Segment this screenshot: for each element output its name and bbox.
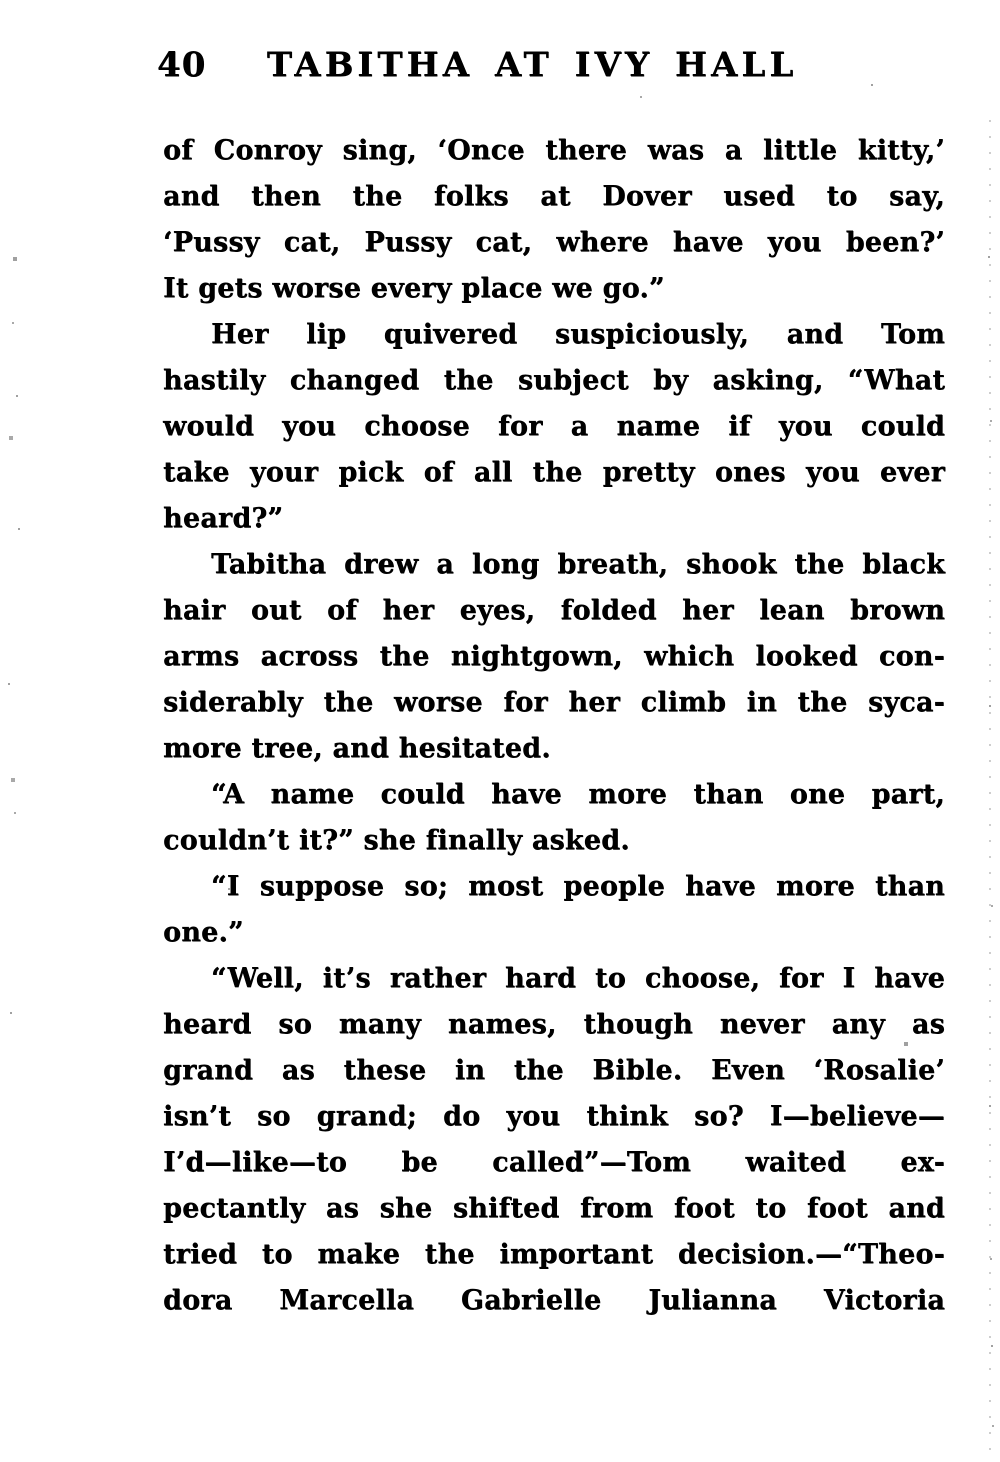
- text-line: Tabitha drew a long breath, shook the black: [211, 549, 945, 580]
- text-line: arms across the nightgown, which looked con-: [163, 641, 945, 672]
- scan-speckles: [0, 0, 2, 2]
- page-text: [163, 128, 945, 1324]
- page-number: 40: [157, 45, 207, 85]
- text-line: I’d—like—to be called”—Tom waited ex-: [163, 1147, 945, 1178]
- text-line: siderably the worse for her climb in the syca-: [163, 687, 945, 718]
- text-line: pectantly as she shifted from foot to foot and: [163, 1193, 945, 1224]
- text-line: “I suppose so; most people have more than: [211, 871, 945, 902]
- text-line: more tree, and hesitated.: [163, 733, 551, 764]
- text-line: It gets worse every place we go.”: [163, 273, 665, 304]
- scan-edge-artifact: [989, 120, 991, 1450]
- text-line: heard?”: [163, 503, 284, 534]
- text-line: heard so many names, though never any as: [163, 1009, 945, 1040]
- running-head: TABITHA AT IVY HALL: [266, 45, 798, 85]
- text-line: and then the folks at Dover used to say,: [163, 181, 945, 212]
- text-line: one.”: [163, 917, 244, 948]
- text-line: dora Marcella Gabrielle Julianna Victoria: [163, 1285, 945, 1316]
- text-line: hair out of her eyes, folded her lean brown: [163, 595, 945, 626]
- page-header: [157, 42, 945, 92]
- text-line: Her lip quivered suspiciously, and Tom: [211, 319, 945, 350]
- text-line: ‘Pussy cat, Pussy cat, where have you been?’: [163, 227, 945, 258]
- text-line: would you choose for a name if you could: [163, 411, 945, 442]
- text-line: hastily changed the subject by asking, “What: [163, 365, 945, 396]
- text-line: isn’t so grand; do you think so? I—believe—: [163, 1101, 945, 1132]
- text-line: “A name could have more than one part,: [211, 779, 945, 810]
- text-line: grand as these in the Bible. Even ‘Rosalie’: [163, 1055, 945, 1086]
- text-line: tried to make the important decision.—“Theo-: [163, 1239, 945, 1270]
- text-line: “Well, it’s rather hard to choose, for I have: [211, 963, 945, 994]
- text-line: couldn’t it?” she finally asked.: [163, 825, 630, 856]
- text-line: of Conroy sing, ‘Once there was a little kitty,’: [163, 135, 945, 166]
- text-line: take your pick of all the pretty ones you ever: [163, 457, 945, 488]
